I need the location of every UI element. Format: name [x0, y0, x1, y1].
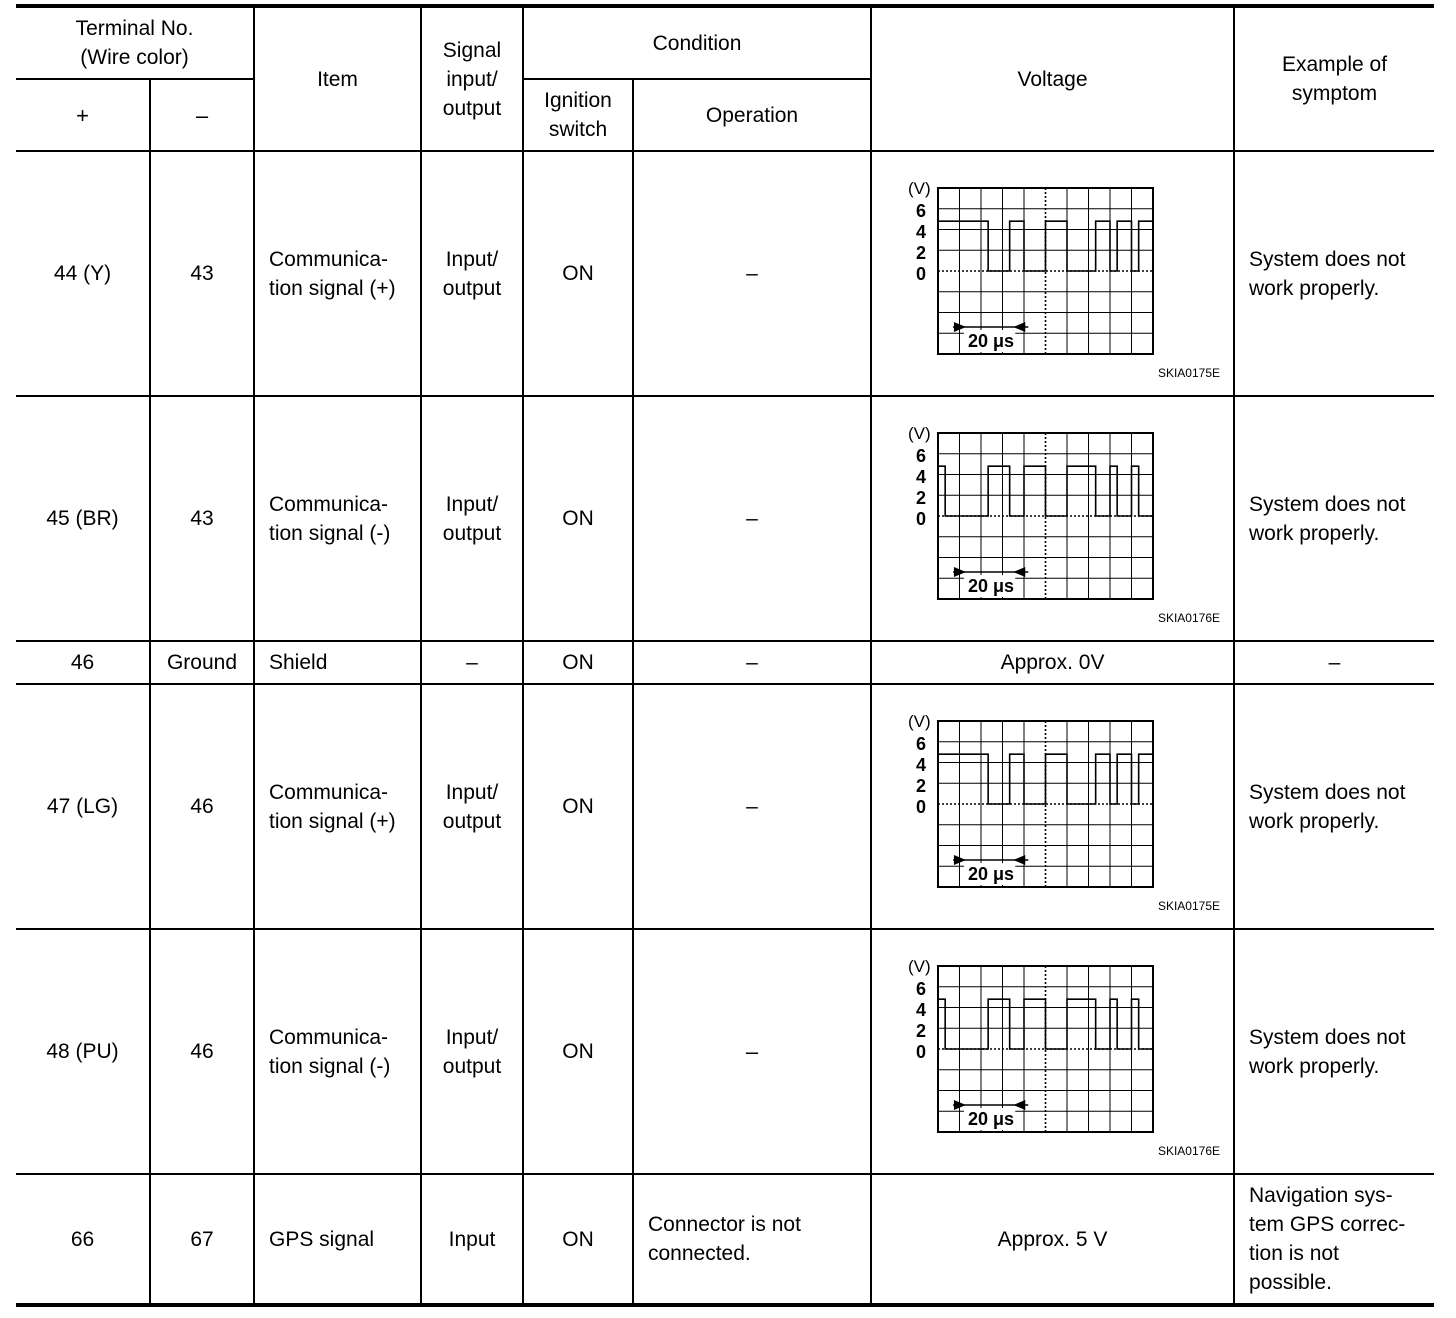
scope-y-tick-label: 4: [916, 755, 927, 775]
oscilloscope-waveform: [886, 152, 1248, 395]
scope-unit-label: (V): [908, 424, 931, 443]
scope-y-tick-label: 2: [916, 488, 927, 508]
terminal-minus: 67: [150, 1174, 254, 1305]
scope-signal-trace: [938, 999, 1153, 1049]
item-cell: Shield: [254, 641, 421, 684]
table-row: [16, 684, 1434, 929]
time-scale-label: 20 μs: [967, 331, 1015, 352]
item-cell: GPS signal: [254, 1174, 421, 1305]
terminal-minus: Ground: [150, 641, 254, 684]
voltage-cell: [871, 396, 1234, 641]
time-scale-label: 20 μs: [967, 576, 1015, 597]
signal-cell: Input/ output: [421, 929, 523, 1174]
symptom-cell: System does not work properly.: [1234, 151, 1434, 396]
ignition-cell: ON: [523, 684, 633, 929]
oscilloscope-waveform: [886, 685, 1248, 928]
figure-code-label: SKIA0176E: [1157, 611, 1221, 625]
scope-y-tick-label: 6: [916, 201, 927, 221]
scope-unit-label: (V): [908, 179, 931, 198]
figure-code-label: SKIA0175E: [1157, 899, 1221, 913]
operation-cell: –: [633, 641, 871, 684]
time-scale-label: 20 μs: [967, 864, 1015, 885]
figure-code-label: SKIA0175E: [1157, 366, 1221, 380]
header-signal: Signal input/ output: [421, 6, 523, 151]
scope-y-tick-label: 4: [916, 222, 927, 242]
scope-signal-trace: [938, 466, 1153, 516]
item-cell: Communica- tion signal (+): [254, 684, 421, 929]
terminal-plus: 48 (PU): [16, 929, 150, 1174]
terminal-spec-table: [16, 4, 1434, 1307]
scope-y-tick-label: 2: [916, 776, 927, 796]
header-symptom: Example of symptom: [1234, 6, 1434, 151]
symptom-cell: Navigation sys- tem GPS correc- tion is not possible.: [1234, 1174, 1434, 1305]
figure-code-label: SKIA0176E: [1157, 1144, 1221, 1158]
header-condition: Condition: [523, 6, 871, 79]
table-row: [16, 1174, 1434, 1305]
voltage-cell: [871, 151, 1234, 396]
table-row: [16, 151, 1434, 396]
ignition-cell: ON: [523, 396, 633, 641]
operation-cell: –: [633, 929, 871, 1174]
signal-cell: Input: [421, 1174, 523, 1305]
voltage-cell: Approx. 5 V: [871, 1174, 1234, 1305]
table-row: [16, 396, 1434, 641]
signal-cell: Input/ output: [421, 396, 523, 641]
scope-y-tick-label: 0: [916, 1042, 927, 1062]
item-cell: Communica- tion signal (-): [254, 929, 421, 1174]
operation-cell: –: [633, 151, 871, 396]
header-voltage: Voltage: [871, 6, 1234, 151]
scope-signal-trace: [938, 754, 1153, 804]
header-item: Item: [254, 6, 421, 151]
oscilloscope-waveform: [886, 397, 1248, 640]
signal-cell: Input/ output: [421, 151, 523, 396]
scope-y-tick-label: 0: [916, 797, 927, 817]
voltage-cell: Approx. 0V: [871, 641, 1234, 684]
terminal-minus: 46: [150, 929, 254, 1174]
symptom-cell: System does not work properly.: [1234, 684, 1434, 929]
time-scale-label: 20 μs: [967, 1109, 1015, 1130]
symptom-cell: System does not work properly.: [1234, 929, 1434, 1174]
operation-cell: –: [633, 396, 871, 641]
terminal-plus: 44 (Y): [16, 151, 150, 396]
ignition-cell: ON: [523, 641, 633, 684]
scope-y-tick-label: 4: [916, 467, 927, 487]
scope-y-tick-label: 2: [916, 1021, 927, 1041]
terminal-minus: 43: [150, 396, 254, 641]
terminal-plus: 66: [16, 1174, 150, 1305]
table-row: [16, 641, 1434, 684]
terminal-plus: 45 (BR): [16, 396, 150, 641]
ignition-cell: ON: [523, 929, 633, 1174]
terminal-minus: 43: [150, 151, 254, 396]
signal-cell: –: [421, 641, 523, 684]
header-operation: Operation: [633, 79, 871, 151]
voltage-cell: [871, 684, 1234, 929]
ignition-cell: ON: [523, 1174, 633, 1305]
header-plus: +: [16, 79, 150, 151]
scope-signal-trace: [938, 221, 1153, 271]
scope-unit-label: (V): [908, 712, 931, 731]
operation-cell: Connector is not connected.: [633, 1174, 871, 1305]
scope-y-tick-label: 0: [916, 509, 927, 529]
symptom-cell: System does not work properly.: [1234, 396, 1434, 641]
scope-y-tick-label: 0: [916, 264, 927, 284]
scope-unit-label: (V): [908, 957, 931, 976]
header-terminal: Terminal No. (Wire color): [16, 6, 254, 79]
symptom-cell: –: [1234, 641, 1434, 684]
operation-cell: –: [633, 684, 871, 929]
scope-y-tick-label: 6: [916, 446, 927, 466]
header-ignition: Ignition switch: [523, 79, 633, 151]
voltage-cell: [871, 929, 1234, 1174]
item-cell: Communica- tion signal (+): [254, 151, 421, 396]
item-cell: Communica- tion signal (-): [254, 396, 421, 641]
terminal-plus: 47 (LG): [16, 684, 150, 929]
terminal-minus: 46: [150, 684, 254, 929]
scope-y-tick-label: 6: [916, 734, 927, 754]
scope-y-tick-label: 2: [916, 243, 927, 263]
ignition-cell: ON: [523, 151, 633, 396]
scope-y-tick-label: 6: [916, 979, 927, 999]
terminal-plus: 46: [16, 641, 150, 684]
table-row: [16, 929, 1434, 1174]
signal-cell: Input/ output: [421, 684, 523, 929]
header-minus: –: [150, 79, 254, 151]
scope-y-tick-label: 4: [916, 1000, 927, 1020]
oscilloscope-waveform: [886, 930, 1248, 1173]
